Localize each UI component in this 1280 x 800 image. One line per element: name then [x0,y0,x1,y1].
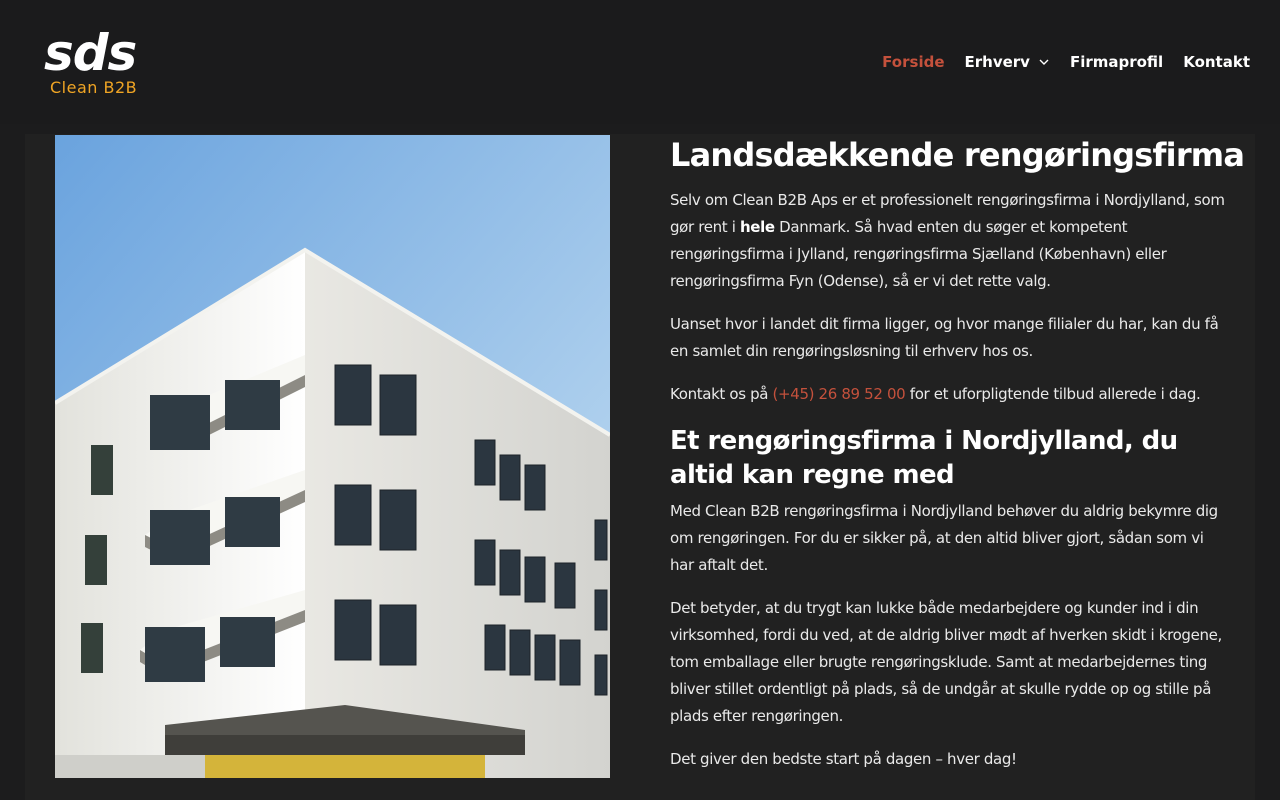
closing-paragraph: Det giver den bedste start på dagen – hver dag! [670,750,1017,768]
reliability-paragraph: Med Clean B2B rengøringsfirma i Nordjylland behøver du aldrig bekymre dig om rengøringen. For du er sikker på, at den altid bliver gjort, sådan som vi har aftalt det. [670,502,1218,574]
site-header [0,0,1280,124]
text-fragment: Kontakt os på [670,385,773,403]
text-fragment: Danmark. Så hvad enten du søger et kompetent rengøringsfirma i Jylland, rengøringsfirma Sjælland (København) eller rengøringsfirma Fyn (Odense), så er vi det rette valg. [670,218,1167,290]
main-nav [862,50,1250,74]
nav-item-label: Kontakt [1183,53,1250,71]
contact-paragraph [670,381,1230,408]
nav-item-forside[interactable] [882,53,944,71]
nav-item-label: Forside [882,53,945,71]
nav-item-label: Erhverv [964,53,1030,71]
chevron-down-icon [1038,56,1050,68]
logo[interactable] [44,24,148,100]
nav-item-firmaprofil[interactable] [1070,53,1163,71]
text-fragment: Selv om Clean B2B Aps er et professionelt rengøringsfirma i Nordjylland, som gør rent i [670,191,1225,236]
text-fragment: for et uforpligtende tilbud allerede i dag. [905,385,1201,403]
coverage-paragraph: Uanset hvor i landet dit firma ligger, og hvor mange filialer du har, kan du få en samlet din rengøringsløsning til erhverv hos os. [670,315,1219,360]
building-photo [55,135,610,778]
main-text [670,135,1245,789]
phone-link[interactable]: (+45) 26 89 52 00 [772,385,906,403]
intro-paragraph [670,187,1230,295]
details-paragraph: Det betyder, at du trygt kan lukke både medarbejdere og kunder ind i din virksomhed, fordi du ved, at de aldrig bliver mødt af hverken skidt i krogene, tom emballage eller brugte rengøringsklude. Samt at medarbejdernes ting bliver stillet ordentligt på plads, så de undgår at skulle rydde op og stille på plads efter rengøringen. [670,599,1222,725]
emphasis-text: hele [739,218,775,236]
nav-item-kontakt[interactable] [1183,53,1250,71]
logo-subtitle: Clean B2B [50,78,138,97]
page-title: Landsdækkende rengøringsfirma [670,136,1245,174]
nav-item-label: Firmaprofil [1069,53,1164,71]
logo-mark: sds [44,24,137,82]
nav-item-erhverv[interactable] [965,53,1050,71]
section-heading: Et rengøringsfirma i Nordjylland, du altid kan regne med [670,426,1178,490]
